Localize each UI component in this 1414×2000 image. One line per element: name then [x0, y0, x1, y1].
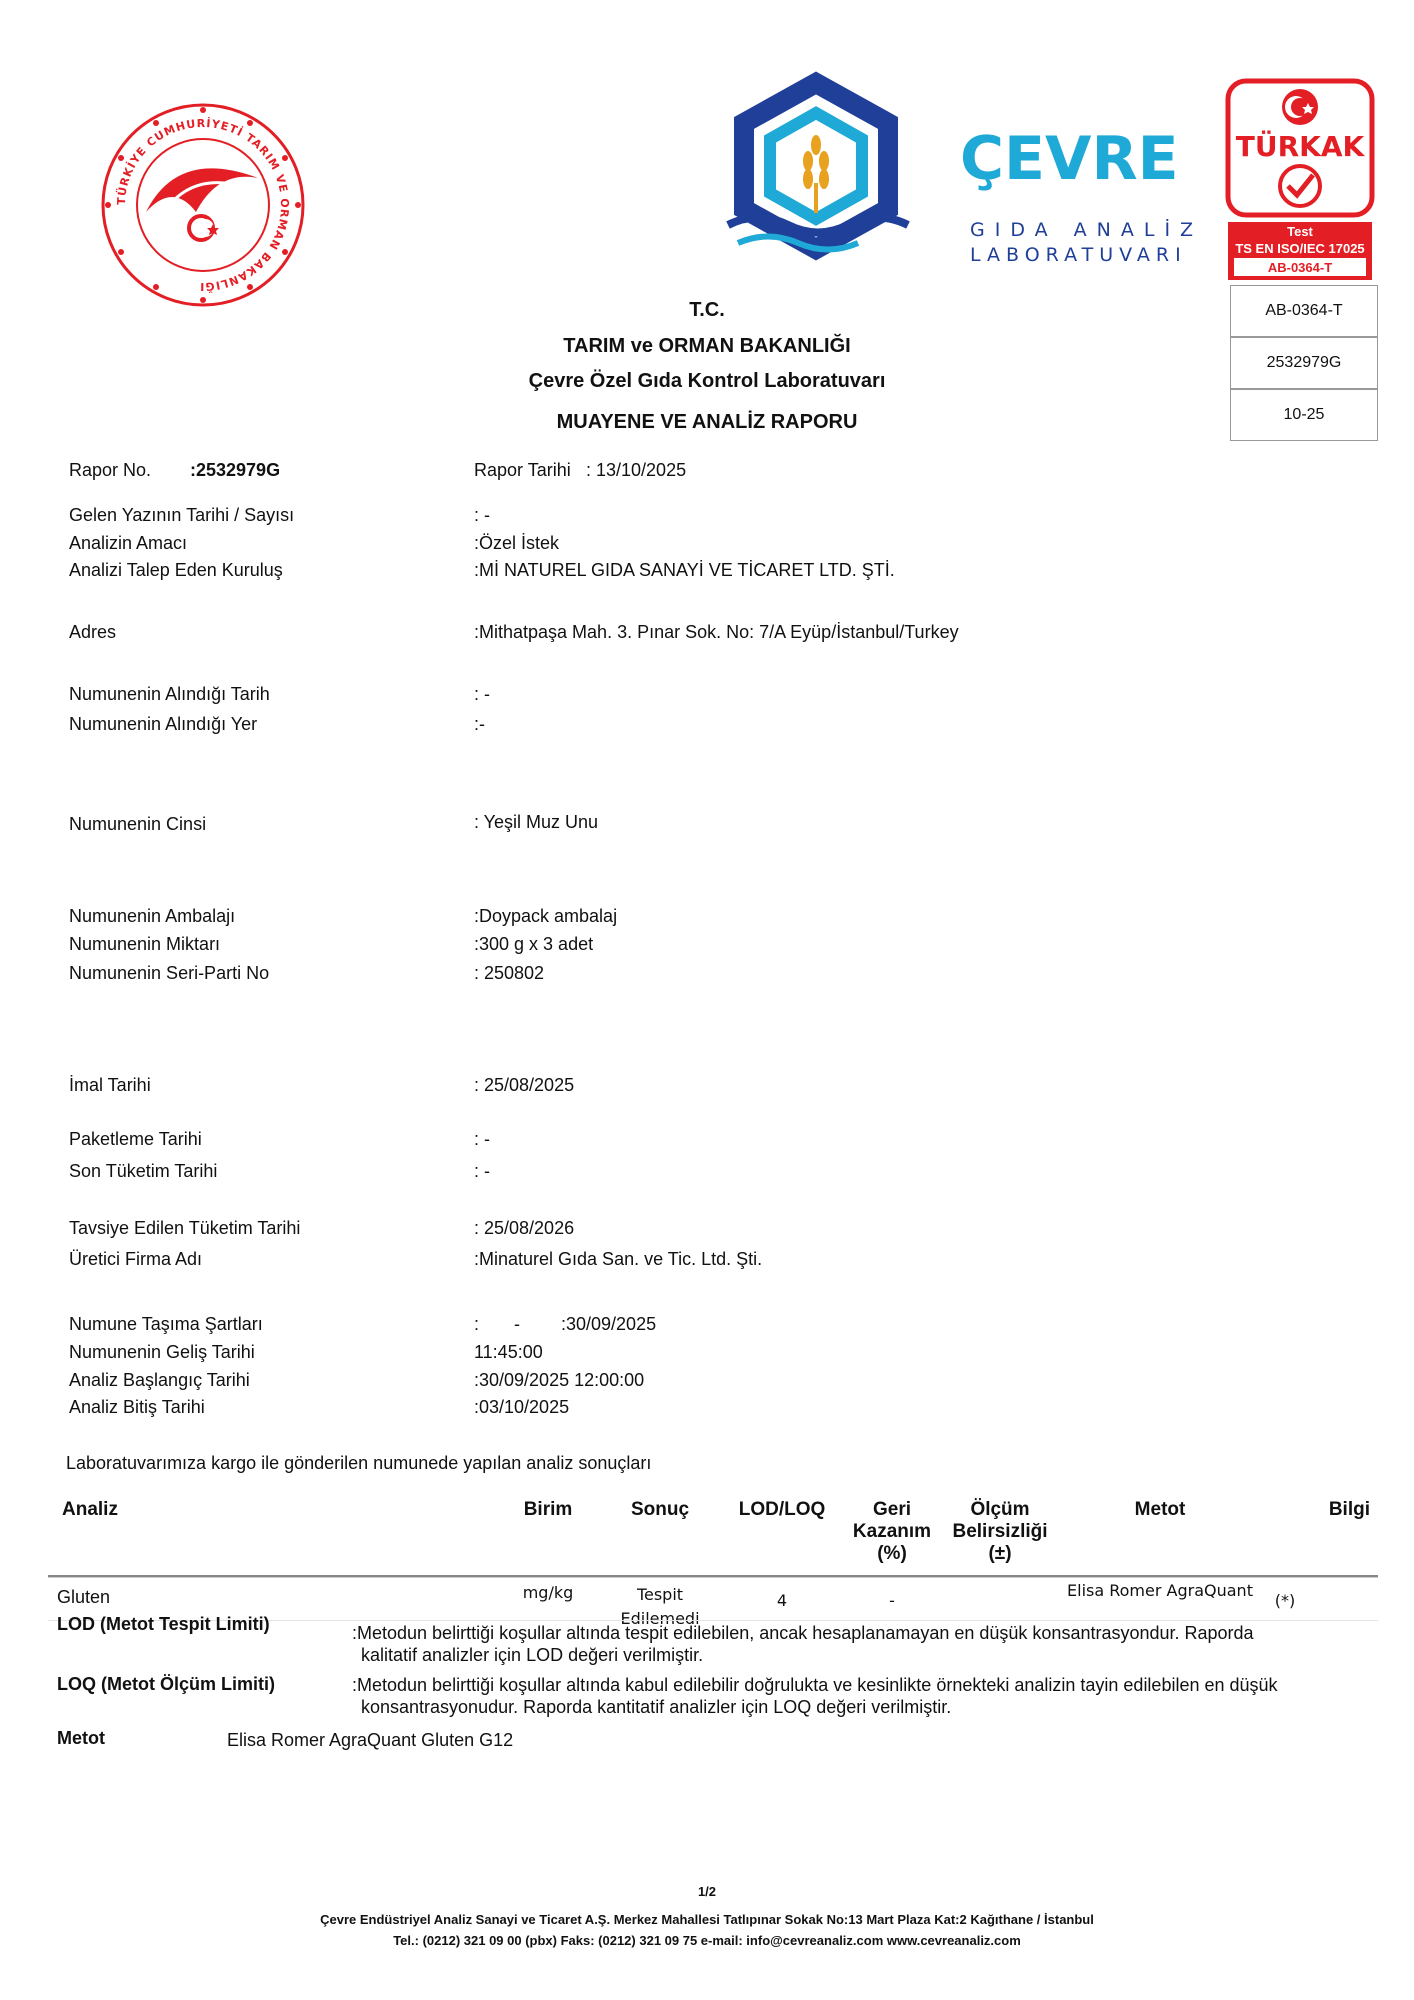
requesting-org-value: :Mİ NATUREL GIDA SANAYİ VE TİCARET LTD. ŞTİ. — [474, 560, 895, 580]
incoming-letter-value: : - — [474, 505, 490, 525]
ministry-seal-logo — [98, 100, 308, 310]
lod-definition — [352, 1622, 1352, 1666]
cevre-sub1-text: GIDA ANALİZ — [970, 219, 1204, 241]
sample-place-label: Numunenin Alındığı Yer — [69, 714, 258, 734]
report-date-value: : 13/10/2025 — [586, 460, 687, 480]
packaging-value: :Doypack ambalaj — [474, 906, 618, 926]
col-header-recovery — [842, 1499, 942, 1565]
header-lab-name: Çevre Özel Gıda Kontrol Laboratuvarı — [528, 370, 886, 392]
recommended-date-label: Tavsiye Edilen Tüketim Tarihi — [69, 1218, 301, 1238]
loq-label: LOQ (Metot Ölçüm Limiti) — [57, 1674, 275, 1694]
analysis-end-value: :03/10/2025 — [474, 1397, 570, 1417]
cevre-brand-text: ÇEVRE — [960, 124, 1179, 194]
revision-box: 10-25 — [1230, 389, 1378, 441]
cell-metot: Elisa Romer AgraQuant — [1067, 1581, 1253, 1600]
col-header-birim: Birim — [523, 1499, 573, 1520]
cell-recovery: - — [889, 1591, 895, 1610]
lod-definition-line2: kalitatif analizler için LOD değeri verilmiştir. — [361, 1645, 704, 1665]
quantity-value: :300 g x 3 adet — [474, 934, 594, 954]
recovery-header-line1: Geri — [872, 1499, 912, 1520]
turkak-standard-label: TS EN ISO/IEC 17025 — [1235, 241, 1365, 256]
turkak-accreditation-badge — [1224, 78, 1376, 282]
cevre-lab-logo — [728, 75, 1204, 275]
production-date-label: İmal Tarihi — [69, 1075, 151, 1095]
batch-no-label: Numunenin Seri-Parti No — [69, 963, 270, 983]
packaging-label: Numunenin Ambalajı — [69, 906, 236, 926]
sample-type-value: : Yeşil Muz Unu — [474, 812, 599, 832]
recommended-date-value: : 25/08/2026 — [474, 1218, 575, 1238]
cell-sonuc-line2: Edilemedi — [620, 1609, 700, 1628]
col-header-metot: Metot — [1134, 1499, 1186, 1520]
recovery-header-line3: (%) — [877, 1543, 907, 1564]
footer-contact: Tel.: (0212) 321 09 00 (pbx) Faks: (0212) 321 09 75 e-mail: info@cevreanaliz.com www.cevreanaliz.com — [393, 1933, 1021, 1948]
col-header-uncertainty — [940, 1499, 1060, 1565]
expiry-date-label: Son Tüketim Tarihi — [69, 1161, 218, 1181]
requesting-org-label: Analizi Talep Eden Kuruluş — [69, 560, 283, 580]
arrival-label: Numunenin Geliş Tarihi — [69, 1342, 255, 1362]
uncertainty-header-line1: Ölçüm — [970, 1499, 1030, 1520]
address-label: Adres — [69, 622, 117, 642]
analysis-start-value: :30/09/2025 12:00:00 — [474, 1370, 645, 1390]
report-no-value: :2532979G — [190, 460, 281, 480]
sample-date-label: Numunenin Alındığı Tarih — [69, 684, 270, 704]
footer-address: Çevre Endüstriyel Analiz Sanayi ve Ticaret A.Ş. Merkez Mahallesi Tatlıpınar Sokak No:13 Mart Plaza Kat:2 Kağıthane / İstanbul — [320, 1912, 1094, 1927]
expiry-date-value: : - — [474, 1161, 490, 1181]
analysis-start-label: Analiz Başlangıç Tarihi — [69, 1370, 250, 1390]
cell-sonuc-line1: Tespit — [636, 1585, 684, 1604]
transport-label: Numune Taşıma Şartları — [69, 1314, 263, 1334]
quantity-label: Numunenin Miktarı — [69, 934, 221, 954]
table-header-rule — [48, 1575, 1378, 1578]
incoming-letter-label: Gelen Yazının Tarihi / Sayısı — [69, 505, 295, 525]
packing-date-value: : - — [474, 1129, 490, 1149]
report-no-label: Rapor No. — [69, 460, 152, 480]
header-tc: T.C. — [689, 299, 725, 321]
analysis-purpose-label: Analizin Amacı — [69, 533, 188, 553]
sample-date-value: : - — [474, 684, 490, 704]
cell-birim: mg/kg — [522, 1583, 574, 1602]
cell-analiz: Gluten — [57, 1587, 111, 1607]
seal-ring-text: TÜRKİYE CUMHURİYETİ TARIM VE ORMAN BAKANLIĞI — [114, 116, 292, 294]
analysis-purpose-value: :Özel İstek — [474, 533, 560, 553]
manufacturer-label: Üretici Firma Adı — [69, 1249, 203, 1269]
loq-definition-line2: konsantrasyonudur. Raporda kantitatif analizler için LOQ değeri verilmiştir. — [361, 1697, 952, 1717]
report-date-label: Rapor Tarihi — [474, 460, 571, 480]
arrival-time-value: 11:45:00 — [474, 1342, 543, 1362]
manufacturer-value: :Minaturel Gıda San. ve Tic. Ltd. Şti. — [474, 1249, 763, 1269]
packing-date-label: Paketleme Tarihi — [69, 1129, 202, 1149]
sample-place-value: :- — [474, 714, 485, 734]
loq-definition-line1: :Metodun belirttiği koşullar altında kabul edilebilir doğrulukta ve kesinlikte örnekteki analizin tayin edilebilen en düşük — [352, 1675, 1278, 1695]
production-date-value: : 25/08/2025 — [474, 1075, 575, 1095]
turkak-test-label: Test — [1287, 224, 1313, 239]
turkak-name: TÜRKAK — [1235, 130, 1365, 163]
lod-label: LOD (Metot Tespit Limiti) — [57, 1614, 270, 1634]
cell-bilgi: (*) — [1274, 1591, 1296, 1610]
uncertainty-header-line2: Belirsizliği — [952, 1521, 1048, 1542]
svg-text:TÜRKİYE CUMHURİYETİ TARIM VE O — [114, 116, 291, 293]
page-number: 1/2 — [697, 1884, 717, 1899]
header-report-title: MUAYENE VE ANALİZ RAPORU — [556, 411, 858, 433]
transport-value: : - — [474, 1314, 521, 1334]
method-value: Elisa Romer AgraQuant Gluten G12 — [227, 1730, 514, 1750]
col-header-lodloq: LOD/LOQ — [738, 1499, 826, 1520]
batch-no-value: : 250802 — [474, 963, 545, 983]
col-header-sonuc: Sonuç — [630, 1499, 690, 1520]
analysis-end-label: Analiz Bitiş Tarihi — [69, 1397, 205, 1417]
recovery-header-line2: Kazanım — [852, 1521, 932, 1542]
turkak-code-label: AB-0364-T — [1267, 260, 1333, 275]
loq-definition — [352, 1674, 1352, 1718]
header-ministry: TARIM ve ORMAN BAKANLIĞI — [563, 335, 851, 357]
lod-definition-line1: :Metodun belirttiği koşullar altında tespit edilebilen, ancak hesaplanamayan en düşük konsantrasyondur. Raporda — [352, 1623, 1254, 1643]
cell-lodloq: 4 — [776, 1591, 788, 1610]
address-value: :Mithatpaşa Mah. 3. Pınar Sok. No: 7/A Eyüp/İstanbul/Turkey — [474, 622, 959, 642]
col-header-bilgi: Bilgi — [1328, 1499, 1370, 1520]
method-label: Metot — [57, 1728, 105, 1748]
cevre-sub2-text: LABORATUVARI — [970, 244, 1187, 266]
col-header-analiz: Analiz — [62, 1499, 118, 1520]
uncertainty-header-line3: (±) — [988, 1543, 1012, 1564]
results-intro: Laboratuvarımıza kargo ile gönderilen numunede yapılan analiz sonuçları — [66, 1453, 652, 1473]
sample-type-label: Numunenin Cinsi — [69, 814, 207, 834]
accreditation-code-box: AB-0364-T — [1230, 285, 1378, 337]
report-number-box: 2532979G — [1230, 337, 1378, 389]
arrival-date-value: :30/09/2025 — [561, 1314, 657, 1334]
